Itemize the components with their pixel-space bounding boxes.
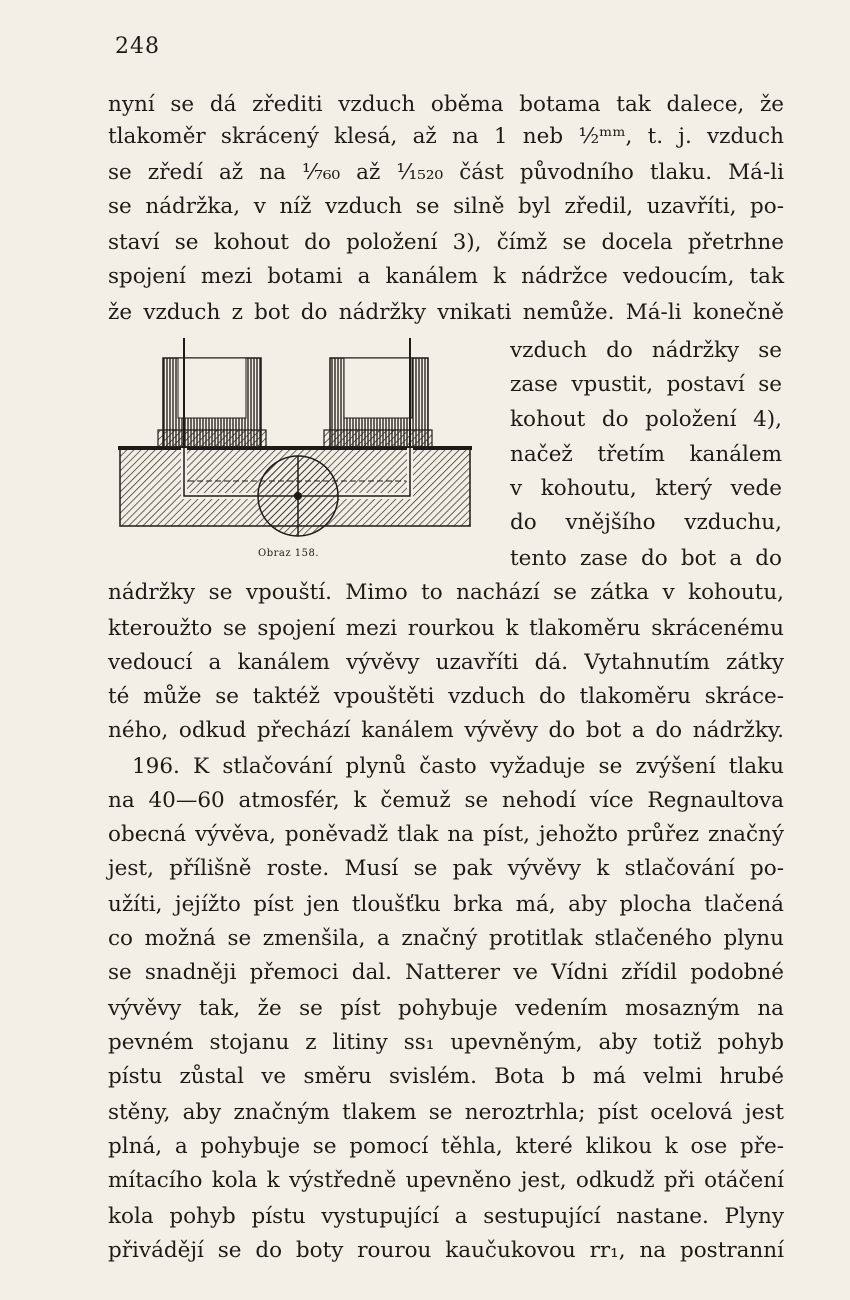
text-line: se nádržka, v níž vzduch se silně byl zředil, uzavříti, po- [108,194,784,219]
text-line: kteroužto se spojení mezi rourkou k tlakoměru skrácenému [108,616,784,641]
left-cylinder [158,338,266,448]
text-line: kohout do položení 4), [510,407,782,432]
text-line: obecná vývěva, poněvadž tlak na píst, jehožto průřez značný [108,822,784,847]
right-cylinder [324,338,432,448]
text-line: vývěvy tak, že se píst pohybuje vedením mosazným na [108,996,784,1021]
text-line: že vzduch z bot do nádržky vnikati nemůže. Má-li konečně [108,300,784,325]
text-line: 196. K stlačování plynů často vyžaduje se zvýšení tlaku [132,754,784,779]
text-line: nyní se dá zřediti vzduch oběma botama tak dalece, že [108,92,784,117]
text-line: té může se taktéž vpouštěti vzduch do tlakoměru skráce- [108,684,784,709]
text-line: na 40—60 atmosfér, k čemuž se nehodí více Regnaultova [108,788,784,813]
text-line: kola pohyb pístu vystupující a sestupující nastane. Plyny [108,1204,784,1229]
figure-caption: Obraz 158. [258,548,320,559]
text-line: se snadněji přemoci dal. Natterer ve Vídni zřídil podobné [108,960,784,985]
text-line: načež třetím kanálem [510,442,782,467]
text-line: tlakoměr skrácený klesá, až na 1 neb ½ᵐᵐ, t. j. vzduch [108,124,784,149]
text-line: pevném stojanu z litiny ss₁ upevněným, aby totiž pohyb [108,1030,784,1055]
text-line: plná, a pohybuje se pomocí těhla, které klikou k ose pře- [108,1134,784,1159]
text-line: přivádějí se do boty rourou kaučukovou rr₁, na postranní [108,1238,784,1263]
text-line: užíti, jejížto píst jen tloušťku brka má, aby plocha tlačená [108,892,784,917]
figure-pump-diagram [118,338,478,548]
text-line: staví se kohout do položení 3), čímž se docela přetrhne [108,230,784,255]
text-line: vedoucí a kanálem vývěvy uzavříti dá. Vytahnutím zátky [108,650,784,675]
text-line: zase vpustit, postaví se [510,372,782,397]
text-line: se zředí až na ¹⁄₇₆₀ až ¹⁄₁₅₂₀ část původního tlaku. Má-li [108,160,784,185]
page-number: 248 [115,34,160,59]
text-line: nádržky se vpouští. Mimo to nachází se zátka v kohoutu, [108,580,784,605]
text-line: jest, přílišně roste. Musí se pak vývěvy k stlačování po- [108,856,784,881]
text-line: ného, odkud přechází kanálem vývěvy do bot a do nádržky. [108,718,784,743]
text-line: pístu zůstal ve směru svislém. Bota b má velmi hrubé [108,1064,784,1089]
text-line: stěny, aby značným tlakem se neroztrhla; píst ocelová jest [108,1100,784,1125]
text-line: vzduch do nádržky se [510,338,782,363]
stopcock [258,456,338,536]
text-line: mítacího kola k výstředně upevněno jest, odkudž při otáčení [108,1168,784,1193]
text-line: co možná se zmenšila, a značný protitlak stlačeného plynu [108,926,784,951]
text-line: do vnějšího vzduchu, [510,510,782,535]
text-line: spojení mezi botami a kanálem k nádržce vedoucím, tak [108,264,784,289]
text-line: tento zase do bot a do [510,546,782,571]
text-line: v kohoutu, který vede [510,476,782,501]
